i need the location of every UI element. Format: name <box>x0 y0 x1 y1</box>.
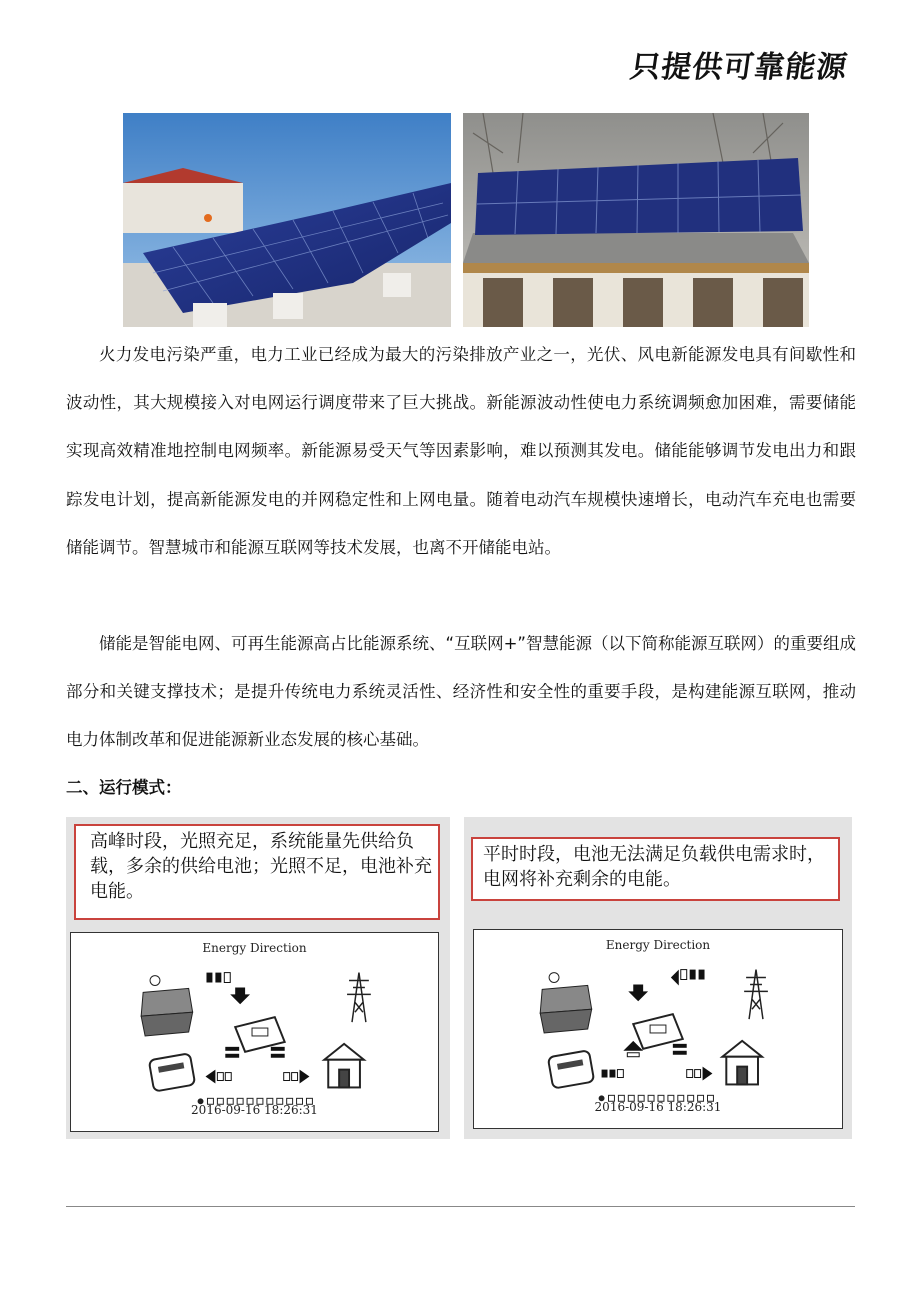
diagram-timestamp: 2016-09-16 18:26:31 <box>191 1103 318 1117</box>
solar-panel-building-icon <box>463 113 809 327</box>
solar-panel-icon <box>141 976 192 1036</box>
inverter-icon <box>235 1017 285 1052</box>
body-paragraph-1 <box>66 331 856 572</box>
body-paragraph-2 <box>66 620 856 765</box>
diagram-title: Energy Direction <box>202 941 307 955</box>
energy-flow-icon <box>71 933 438 1131</box>
house-icon <box>324 1044 364 1088</box>
power-tower-icon <box>744 970 768 1020</box>
solar-panel-photo-left <box>123 113 451 327</box>
paragraph-text: 储能是智能电网、可再生能源高占比能源系统、“互联网+”智慧能源（以下简称能源互联网）的重要组成部分和关键支撑技术；是提升传统电力系统灵活性、经济性和安全性的重要手段，是构建能源互联网，推动电力体制改革和促进能源新业态发展的核心基础。 <box>66 634 856 750</box>
solar-panel-photo-right <box>463 113 809 327</box>
mode-caption: 高峰时段，光照充足，系统能量先供给负载，多余的供给电池；光照不足，电池补充电能。 <box>74 824 440 920</box>
mode-panel-peak <box>66 817 450 1139</box>
diagram-timestamp: 2016-09-16 18:26:31 <box>594 1100 722 1114</box>
paragraph-text: 火力发电污染严重，电力工业已经成为最大的污染排放产业之一，光伏、风电新能源发电具有间歇性和波动性，其大规模接入对电网运行调度带来了巨大挑战。新能源波动性使电力系统调频愈加困难，需要储能实现高效精准地控制电网频率。新能源易受天气等因素影响，难以预测其发电。储能能够调节发电出力和跟踪发电计划，提高新能源发电的并网稳定性和上网电量。随着电动汽车规模快速增长，电动汽车充电也需要储能调节。智慧城市和能源互联网等技术发展，也离不开储能电站。 <box>66 345 856 557</box>
battery-icon <box>149 1053 195 1091</box>
mode-panel-normal <box>464 817 852 1139</box>
solar-panel-array-icon <box>123 113 451 327</box>
inverter-icon <box>633 1014 683 1049</box>
energy-flow-icon <box>474 930 842 1128</box>
battery-icon <box>548 1050 594 1088</box>
power-tower-icon <box>347 973 371 1023</box>
diagram-title: Energy Direction <box>605 938 711 952</box>
section-heading: 二、运行模式： <box>66 778 182 797</box>
house-icon <box>722 1041 762 1085</box>
energy-direction-diagram <box>70 932 439 1132</box>
energy-direction-diagram <box>473 929 843 1129</box>
solar-panel-icon <box>540 973 591 1033</box>
brand-slogan: 只提供可靠能源 <box>628 50 850 85</box>
mode-caption: 平时时段，电池无法满足负载供电需求时，电网将补充剩余的电能。 <box>471 837 840 901</box>
footer-divider <box>66 1206 855 1207</box>
